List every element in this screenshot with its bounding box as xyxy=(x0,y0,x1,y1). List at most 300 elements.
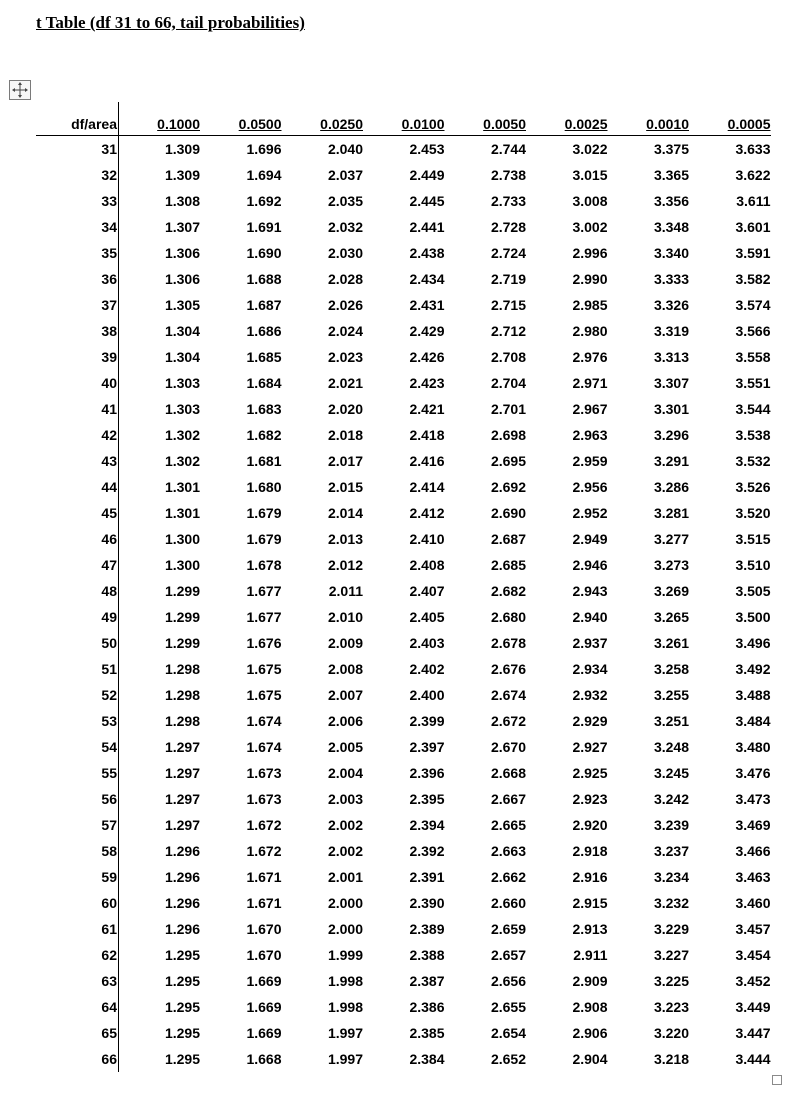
df-cell: 38 xyxy=(36,318,119,344)
critical-value-cell: 3.469 xyxy=(735,817,771,833)
critical-value-cell: 1.301 xyxy=(164,505,200,521)
critical-value-cell: 3.466 xyxy=(735,843,771,859)
critical-value-cell: 3.356 xyxy=(653,193,689,209)
document-title: t Table (df 31 to 66, tail probabilities) xyxy=(36,13,305,32)
df-cell: 32 xyxy=(36,162,119,188)
critical-value-cell: 2.698 xyxy=(490,427,526,443)
critical-value-cell: 2.911 xyxy=(573,947,608,963)
critical-value-cell: 2.923 xyxy=(572,791,608,807)
critical-value-cell: 2.037 xyxy=(327,167,363,183)
critical-value-cell: 2.665 xyxy=(490,817,526,833)
critical-value-cell: 2.662 xyxy=(490,869,526,885)
df-cell: 41 xyxy=(36,396,119,422)
df-cell: 49 xyxy=(36,604,119,630)
critical-value-cell: 2.018 xyxy=(327,427,363,443)
critical-value-cell: 2.971 xyxy=(572,375,608,391)
critical-value-cell: 3.229 xyxy=(653,921,689,937)
critical-value-cell: 2.695 xyxy=(490,453,526,469)
df-cell: 56 xyxy=(36,786,119,812)
critical-value-cell: 3.365 xyxy=(653,167,689,183)
critical-value-cell: 1.674 xyxy=(246,739,282,755)
critical-value-cell: 2.015 xyxy=(327,479,363,495)
critical-value-cell: 1.691 xyxy=(246,219,282,235)
df-cell: 48 xyxy=(36,578,119,604)
critical-value-cell: 2.949 xyxy=(572,531,608,547)
critical-value-cell: 1.299 xyxy=(164,635,200,651)
df-cell: 40 xyxy=(36,370,119,396)
critical-value-cell: 2.667 xyxy=(490,791,526,807)
critical-value-cell: 2.011 xyxy=(328,583,363,599)
prob-header: 0.1000 xyxy=(119,102,201,136)
df-cell: 55 xyxy=(36,760,119,786)
df-cell: 37 xyxy=(36,292,119,318)
critical-value-cell: 2.906 xyxy=(572,1025,608,1041)
critical-value-cell: 1.682 xyxy=(246,427,282,443)
critical-value-cell: 2.715 xyxy=(490,297,526,313)
critical-value-cell: 3.227 xyxy=(653,947,689,963)
critical-value-cell: 2.005 xyxy=(327,739,363,755)
critical-value-cell: 1.684 xyxy=(246,375,282,391)
critical-value-cell: 2.937 xyxy=(572,635,608,651)
critical-value-cell: 2.001 xyxy=(327,869,363,885)
critical-value-cell: 1.681 xyxy=(246,453,282,469)
critical-value-cell: 1.676 xyxy=(246,635,282,651)
critical-value-cell: 2.410 xyxy=(409,531,445,547)
critical-value-cell: 2.674 xyxy=(490,687,526,703)
df-cell: 36 xyxy=(36,266,119,292)
critical-value-cell: 1.297 xyxy=(164,739,200,755)
critical-value-cell: 3.538 xyxy=(735,427,771,443)
critical-value-cell: 2.719 xyxy=(490,271,526,287)
prob-header: 0.0050 xyxy=(445,102,527,136)
critical-value-cell: 3.476 xyxy=(735,765,771,781)
critical-value-cell: 2.655 xyxy=(490,999,526,1015)
critical-value-cell: 1.295 xyxy=(164,1025,200,1041)
critical-value-cell: 3.457 xyxy=(735,921,771,937)
critical-value-cell: 2.000 xyxy=(327,895,363,911)
critical-value-cell: 1.299 xyxy=(164,583,200,599)
critical-value-cell: 3.258 xyxy=(653,661,689,677)
critical-value-cell: 1.692 xyxy=(246,193,282,209)
critical-value-cell: 1.303 xyxy=(164,375,200,391)
critical-value-cell: 3.582 xyxy=(735,271,771,287)
critical-value-cell: 2.014 xyxy=(327,505,363,521)
move-cross-icon xyxy=(12,82,28,98)
critical-value-cell: 1.304 xyxy=(164,323,200,339)
critical-value-cell: 3.281 xyxy=(653,505,689,521)
critical-value-cell: 2.003 xyxy=(327,791,363,807)
critical-value-cell: 1.685 xyxy=(246,349,282,365)
critical-value-cell: 2.670 xyxy=(490,739,526,755)
critical-value-cell: 2.956 xyxy=(572,479,608,495)
critical-value-cell: 3.558 xyxy=(735,349,771,365)
critical-value-cell: 1.298 xyxy=(164,713,200,729)
df-cell: 50 xyxy=(36,630,119,656)
df-cell: 31 xyxy=(36,136,119,163)
critical-value-cell: 1.675 xyxy=(246,661,282,677)
critical-value-cell: 1.300 xyxy=(164,557,200,573)
critical-value-cell: 1.297 xyxy=(164,791,200,807)
prob-header: 0.0100 xyxy=(363,102,445,136)
table-row xyxy=(36,266,771,292)
critical-value-cell: 3.574 xyxy=(735,297,771,313)
critical-value-cell: 1.295 xyxy=(164,947,200,963)
critical-value-cell: 3.622 xyxy=(735,167,771,183)
table-row xyxy=(36,370,771,396)
table-row xyxy=(36,656,771,682)
critical-value-cell: 2.959 xyxy=(572,453,608,469)
critical-value-cell: 3.245 xyxy=(653,765,689,781)
critical-value-cell: 2.030 xyxy=(327,245,363,261)
critical-value-cell: 1.687 xyxy=(246,297,282,313)
df-cell: 45 xyxy=(36,500,119,526)
critical-value-cell: 2.026 xyxy=(327,297,363,313)
critical-value-cell: 1.297 xyxy=(164,765,200,781)
critical-value-cell: 3.526 xyxy=(735,479,771,495)
critical-value-cell: 1.673 xyxy=(246,791,282,807)
critical-value-cell: 1.694 xyxy=(246,167,282,183)
critical-value-cell: 2.397 xyxy=(409,739,445,755)
critical-value-cell: 1.678 xyxy=(246,557,282,573)
table-row xyxy=(36,344,771,370)
critical-value-cell: 3.449 xyxy=(735,999,771,1015)
critical-value-cell: 2.659 xyxy=(490,921,526,937)
critical-value-cell: 2.690 xyxy=(490,505,526,521)
critical-value-cell: 2.384 xyxy=(409,1051,445,1067)
critical-value-cell: 3.340 xyxy=(653,245,689,261)
critical-value-cell: 3.492 xyxy=(735,661,771,677)
table-row xyxy=(36,422,771,448)
critical-value-cell: 3.488 xyxy=(735,687,771,703)
critical-value-cell: 1.309 xyxy=(164,141,200,157)
critical-value-cell: 1.686 xyxy=(246,323,282,339)
critical-value-cell: 1.309 xyxy=(164,167,200,183)
resize-square-icon[interactable] xyxy=(772,1075,782,1085)
table-row xyxy=(36,188,771,214)
critical-value-cell: 1.299 xyxy=(164,609,200,625)
table-row xyxy=(36,968,771,994)
critical-value-cell: 3.251 xyxy=(653,713,689,729)
table-row xyxy=(36,916,771,942)
critical-value-cell: 2.672 xyxy=(490,713,526,729)
critical-value-cell: 2.927 xyxy=(572,739,608,755)
critical-value-cell: 2.932 xyxy=(572,687,608,703)
critical-value-cell: 2.925 xyxy=(572,765,608,781)
critical-value-cell: 1.296 xyxy=(164,869,200,885)
critical-value-cell: 2.392 xyxy=(409,843,445,859)
table-row xyxy=(36,604,771,630)
critical-value-cell: 2.676 xyxy=(490,661,526,677)
critical-value-cell: 2.929 xyxy=(572,713,608,729)
critical-value-cell: 3.484 xyxy=(735,713,771,729)
critical-value-cell: 2.040 xyxy=(327,141,363,157)
df-cell: 43 xyxy=(36,448,119,474)
critical-value-cell: 1.672 xyxy=(246,817,282,833)
critical-value-cell: 3.296 xyxy=(653,427,689,443)
critical-value-cell: 2.908 xyxy=(572,999,608,1015)
df-cell: 57 xyxy=(36,812,119,838)
critical-value-cell: 3.500 xyxy=(735,609,771,625)
critical-value-cell: 2.445 xyxy=(409,193,445,209)
critical-value-cell: 3.015 xyxy=(572,167,608,183)
table-row xyxy=(36,994,771,1020)
t-table-header xyxy=(36,102,771,136)
critical-value-cell: 2.017 xyxy=(327,453,363,469)
critical-value-cell: 2.416 xyxy=(409,453,445,469)
critical-value-cell: 2.386 xyxy=(409,999,445,1015)
critical-value-cell: 2.429 xyxy=(409,323,445,339)
critical-value-cell: 2.904 xyxy=(572,1051,608,1067)
critical-value-cell: 1.673 xyxy=(246,765,282,781)
critical-value-cell: 1.670 xyxy=(246,947,282,963)
critical-value-cell: 1.998 xyxy=(327,999,363,1015)
critical-value-cell: 2.396 xyxy=(409,765,445,781)
table-row xyxy=(36,708,771,734)
critical-value-cell: 3.277 xyxy=(653,531,689,547)
critical-value-cell: 2.008 xyxy=(327,661,363,677)
t-table xyxy=(36,102,771,1072)
table-row xyxy=(36,240,771,266)
critical-value-cell: 2.996 xyxy=(572,245,608,261)
critical-value-cell: 2.940 xyxy=(572,609,608,625)
critical-value-cell: 1.668 xyxy=(246,1051,282,1067)
critical-value-cell: 3.348 xyxy=(653,219,689,235)
df-cell: 63 xyxy=(36,968,119,994)
critical-value-cell: 3.319 xyxy=(653,323,689,339)
critical-value-cell: 2.023 xyxy=(327,349,363,365)
prob-header: 0.0250 xyxy=(282,102,364,136)
critical-value-cell: 1.669 xyxy=(246,999,282,1015)
df-cell: 58 xyxy=(36,838,119,864)
critical-value-cell: 1.300 xyxy=(164,531,200,547)
critical-value-cell: 3.591 xyxy=(735,245,771,261)
critical-value-cell: 1.680 xyxy=(246,479,282,495)
critical-value-cell: 2.744 xyxy=(490,141,526,157)
critical-value-cell: 2.403 xyxy=(409,635,445,651)
critical-value-cell: 1.999 xyxy=(327,947,363,963)
critical-value-cell: 3.551 xyxy=(735,375,771,391)
critical-value-cell: 2.656 xyxy=(490,973,526,989)
critical-value-cell: 3.269 xyxy=(653,583,689,599)
critical-value-cell: 2.021 xyxy=(327,375,363,391)
critical-value-cell: 2.654 xyxy=(490,1025,526,1041)
critical-value-cell: 1.679 xyxy=(246,505,282,521)
df-cell: 52 xyxy=(36,682,119,708)
critical-value-cell: 1.304 xyxy=(164,349,200,365)
table-row xyxy=(36,760,771,786)
critical-value-cell: 2.387 xyxy=(409,973,445,989)
critical-value-cell: 2.963 xyxy=(572,427,608,443)
df-cell: 54 xyxy=(36,734,119,760)
critical-value-cell: 3.544 xyxy=(735,401,771,417)
critical-value-cell: 3.566 xyxy=(735,323,771,339)
critical-value-cell: 2.426 xyxy=(409,349,445,365)
critical-value-cell: 2.724 xyxy=(490,245,526,261)
critical-value-cell: 2.708 xyxy=(490,349,526,365)
critical-value-cell: 1.301 xyxy=(164,479,200,495)
critical-value-cell: 1.677 xyxy=(246,583,282,599)
critical-value-cell: 2.389 xyxy=(409,921,445,937)
critical-value-cell: 3.473 xyxy=(735,791,771,807)
table-row xyxy=(36,838,771,864)
table-row xyxy=(36,1020,771,1046)
table-move-handle[interactable] xyxy=(9,80,31,100)
critical-value-cell: 2.712 xyxy=(490,323,526,339)
critical-value-cell: 3.447 xyxy=(735,1025,771,1041)
critical-value-cell: 2.012 xyxy=(327,557,363,573)
critical-value-cell: 1.306 xyxy=(164,245,200,261)
critical-value-cell: 1.674 xyxy=(246,713,282,729)
critical-value-cell: 3.444 xyxy=(735,1051,771,1067)
critical-value-cell: 2.685 xyxy=(490,557,526,573)
df-cell: 44 xyxy=(36,474,119,500)
critical-value-cell: 3.463 xyxy=(735,869,771,885)
df-cell: 46 xyxy=(36,526,119,552)
df-cell: 51 xyxy=(36,656,119,682)
critical-value-cell: 2.657 xyxy=(490,947,526,963)
critical-value-cell: 3.454 xyxy=(735,947,771,963)
critical-value-cell: 3.520 xyxy=(735,505,771,521)
critical-value-cell: 3.273 xyxy=(653,557,689,573)
critical-value-cell: 2.438 xyxy=(409,245,445,261)
critical-value-cell: 2.738 xyxy=(490,167,526,183)
critical-value-cell: 2.395 xyxy=(409,791,445,807)
df-cell: 34 xyxy=(36,214,119,240)
critical-value-cell: 2.728 xyxy=(490,219,526,235)
critical-value-cell: 1.669 xyxy=(246,973,282,989)
critical-value-cell: 1.298 xyxy=(164,687,200,703)
critical-value-cell: 3.460 xyxy=(735,895,771,911)
critical-value-cell: 3.452 xyxy=(735,973,771,989)
prob-header: 0.0500 xyxy=(200,102,282,136)
table-row xyxy=(36,136,771,163)
table-row xyxy=(36,162,771,188)
critical-value-cell: 2.449 xyxy=(409,167,445,183)
critical-value-cell: 2.952 xyxy=(572,505,608,521)
critical-value-cell: 2.028 xyxy=(327,271,363,287)
critical-value-cell: 2.909 xyxy=(572,973,608,989)
critical-value-cell: 1.671 xyxy=(246,869,282,885)
critical-value-cell: 3.002 xyxy=(572,219,608,235)
critical-value-cell: 2.390 xyxy=(409,895,445,911)
critical-value-cell: 2.032 xyxy=(327,219,363,235)
table-row xyxy=(36,942,771,968)
critical-value-cell: 3.237 xyxy=(653,843,689,859)
table-row xyxy=(36,500,771,526)
critical-value-cell: 2.668 xyxy=(490,765,526,781)
critical-value-cell: 2.678 xyxy=(490,635,526,651)
table-row xyxy=(36,396,771,422)
table-row xyxy=(36,890,771,916)
critical-value-cell: 1.296 xyxy=(164,895,200,911)
critical-value-cell: 3.313 xyxy=(653,349,689,365)
critical-value-cell: 2.407 xyxy=(409,583,445,599)
table-row xyxy=(36,474,771,500)
table-row xyxy=(36,1046,771,1072)
critical-value-cell: 2.007 xyxy=(327,687,363,703)
critical-value-cell: 1.672 xyxy=(246,843,282,859)
critical-value-cell: 1.296 xyxy=(164,843,200,859)
table-row xyxy=(36,318,771,344)
critical-value-cell: 2.414 xyxy=(409,479,445,495)
critical-value-cell: 1.669 xyxy=(246,1025,282,1041)
df-cell: 42 xyxy=(36,422,119,448)
critical-value-cell: 3.265 xyxy=(653,609,689,625)
critical-value-cell: 3.601 xyxy=(735,219,771,235)
critical-value-cell: 2.680 xyxy=(490,609,526,625)
critical-value-cell: 1.671 xyxy=(246,895,282,911)
critical-value-cell: 2.400 xyxy=(409,687,445,703)
df-cell: 47 xyxy=(36,552,119,578)
critical-value-cell: 2.663 xyxy=(490,843,526,859)
critical-value-cell: 1.302 xyxy=(164,453,200,469)
critical-value-cell: 1.298 xyxy=(164,661,200,677)
critical-value-cell: 3.333 xyxy=(653,271,689,287)
critical-value-cell: 2.976 xyxy=(572,349,608,365)
critical-value-cell: 2.985 xyxy=(572,297,608,313)
critical-value-cell: 2.431 xyxy=(409,297,445,313)
critical-value-cell: 1.696 xyxy=(246,141,282,157)
df-cell: 66 xyxy=(36,1046,119,1072)
critical-value-cell: 3.225 xyxy=(653,973,689,989)
critical-value-cell: 2.701 xyxy=(490,401,526,417)
critical-value-cell: 3.611 xyxy=(736,193,771,209)
critical-value-cell: 2.687 xyxy=(490,531,526,547)
critical-value-cell: 2.418 xyxy=(409,427,445,443)
critical-value-cell: 3.326 xyxy=(653,297,689,313)
critical-value-cell: 3.220 xyxy=(653,1025,689,1041)
df-cell: 60 xyxy=(36,890,119,916)
critical-value-cell: 2.002 xyxy=(327,817,363,833)
prob-header: 0.0025 xyxy=(526,102,608,136)
critical-value-cell: 2.412 xyxy=(409,505,445,521)
critical-value-cell: 2.434 xyxy=(409,271,445,287)
critical-value-cell: 2.399 xyxy=(409,713,445,729)
critical-value-cell: 3.307 xyxy=(653,375,689,391)
critical-value-cell: 3.022 xyxy=(572,141,608,157)
critical-value-cell: 1.295 xyxy=(164,973,200,989)
critical-value-cell: 1.690 xyxy=(246,245,282,261)
table-row xyxy=(36,864,771,890)
critical-value-cell: 3.232 xyxy=(653,895,689,911)
critical-value-cell: 2.990 xyxy=(572,271,608,287)
critical-value-cell: 2.010 xyxy=(327,609,363,625)
critical-value-cell: 2.916 xyxy=(572,869,608,885)
critical-value-cell: 1.295 xyxy=(164,999,200,1015)
table-row xyxy=(36,552,771,578)
critical-value-cell: 1.297 xyxy=(164,817,200,833)
critical-value-cell: 1.306 xyxy=(164,271,200,287)
critical-value-cell: 2.006 xyxy=(327,713,363,729)
critical-value-cell: 3.286 xyxy=(653,479,689,495)
table-row xyxy=(36,630,771,656)
critical-value-cell: 2.013 xyxy=(327,531,363,547)
critical-value-cell: 3.223 xyxy=(653,999,689,1015)
critical-value-cell: 1.307 xyxy=(164,219,200,235)
critical-value-cell: 2.402 xyxy=(409,661,445,677)
df-cell: 62 xyxy=(36,942,119,968)
critical-value-cell: 2.913 xyxy=(572,921,608,937)
critical-value-cell: 1.997 xyxy=(327,1051,363,1067)
table-row xyxy=(36,526,771,552)
critical-value-cell: 1.997 xyxy=(327,1025,363,1041)
df-cell: 65 xyxy=(36,1020,119,1046)
critical-value-cell: 3.510 xyxy=(735,557,771,573)
critical-value-cell: 1.303 xyxy=(164,401,200,417)
critical-value-cell: 2.692 xyxy=(490,479,526,495)
critical-value-cell: 2.918 xyxy=(572,843,608,859)
table-row xyxy=(36,292,771,318)
